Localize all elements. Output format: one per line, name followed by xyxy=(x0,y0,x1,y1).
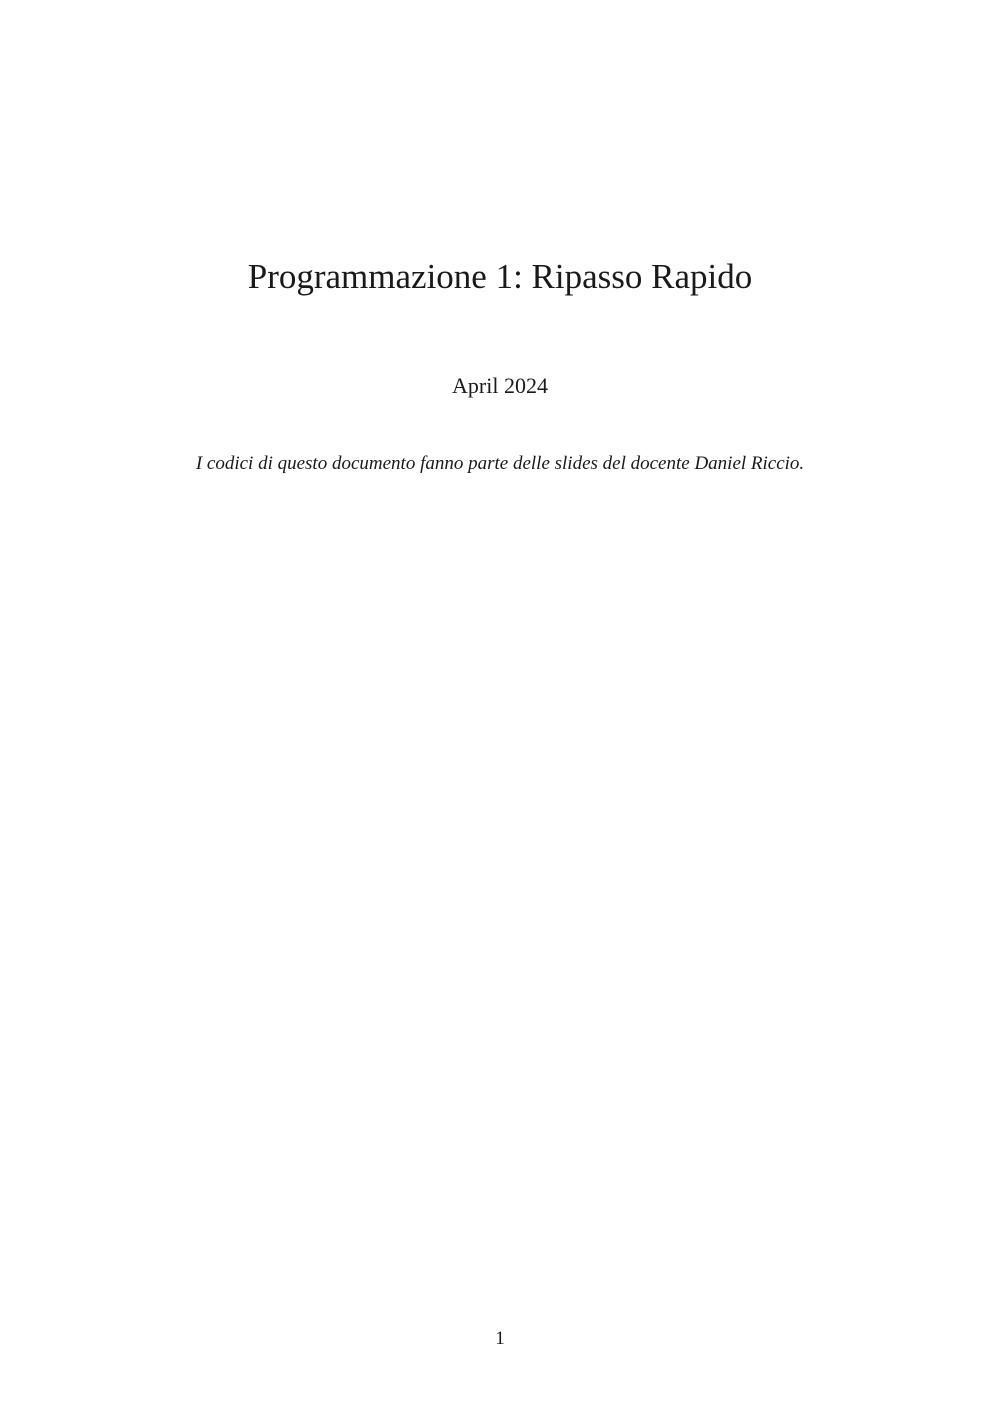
document-title: Programmazione 1: Ripasso Rapido xyxy=(247,257,753,296)
document-date: April 2024 xyxy=(452,373,548,398)
page-number: 1 xyxy=(495,1328,505,1349)
document-note: I codici di questo documento fanno parte delle slides del docente Daniel Riccio. xyxy=(195,453,805,474)
